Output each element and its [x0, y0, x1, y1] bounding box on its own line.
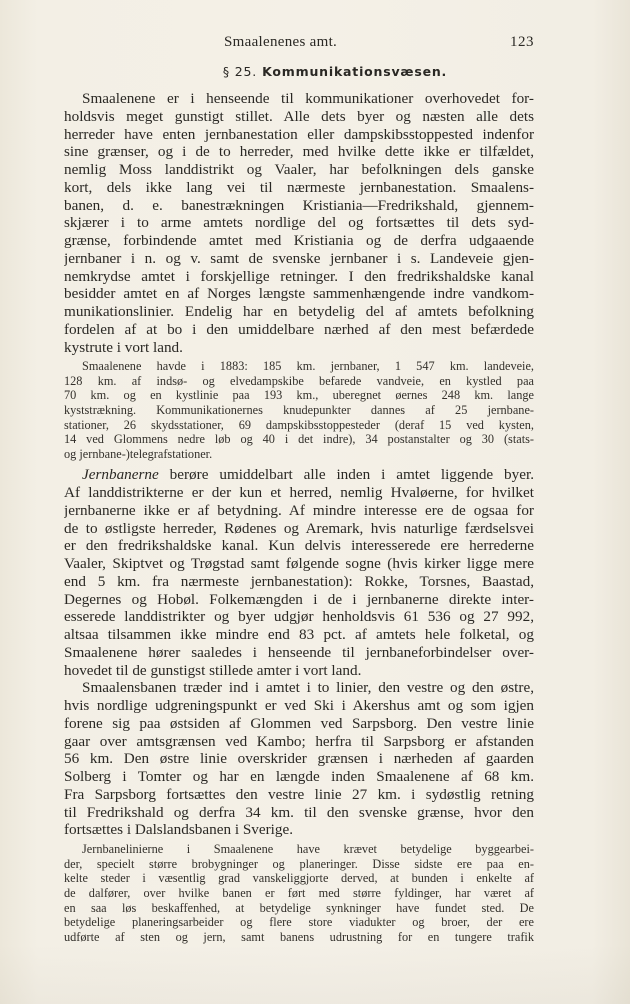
text-line: nemkrydse amtet i forskjellige retninger. I den fredrikshaldske kanal	[64, 267, 534, 285]
note-statistics-1883	[64, 359, 534, 461]
text-line: Fra Sarpsborg fortsættes den vestre linie 27 km. i sydøstlig retning	[64, 785, 534, 803]
text-line: sine grænser, og i de to herreder, med hvilke dette ikke er tilfældet,	[64, 143, 534, 161]
text-line: Af landdistrikterne er der kun et herred, nemlig Hvaløerne, for hvilket	[64, 484, 534, 502]
section-symbol: § 25.	[222, 64, 257, 79]
text-line: kystrute i vort land.	[64, 338, 183, 356]
paragraph-smaalensbanen	[64, 679, 534, 839]
text-line: skjærer i to arme amtets nordlige del og fortsættes til dets syd-	[64, 214, 534, 232]
note-construction	[64, 842, 534, 944]
text-line: holdsvis meget gunstigt stillet. Alle dets byer og næsten alle dets	[64, 107, 534, 125]
text-line: altsaa tilsammen ikke mindre end 83 pct. af amtets hele folketal, og	[64, 626, 534, 644]
text-line: Smaalenene hører saaledes i henseende til jernbaneforbindelser over-	[64, 643, 534, 661]
text-line: Smaalenene er i henseende til kommunikationer overhovedet for-	[82, 90, 534, 107]
note-line: 70 km. og en kystlinie paa 193 km., uberegnet øernes 248 km. lange	[64, 388, 534, 403]
running-head	[64, 34, 534, 54]
text-line: forene sig paa østsiden af Glommen ved Sarpsborg. Den vestre linie	[64, 714, 534, 732]
note-line: Jernbanelinierne i Smaalenene have krævet betydelige byggearbei-	[82, 842, 534, 857]
text-line: Vaaler, Skiptvet og Trøgstad samt følgende sogne (hvis kirker ligge mere	[64, 555, 534, 573]
text-line: jernbanerne ikke er af betydning. Af mindre interesse ere de ogsaa for	[64, 501, 534, 519]
text-line: herreder have enten jernbanestation eller dampskibsstoppested indenfor	[64, 125, 534, 143]
text-line: Smaalensbanen træder ind i amtet i to linier, den vestre og den østre,	[82, 679, 534, 697]
body-text	[64, 90, 534, 944]
note-line: kelte steder i væsentlig grad vanskeliggjorte derved, at bunden i enkelte af	[64, 871, 534, 886]
note-line: stationer, 26 skydsstationer, 69 dampskibsstoppesteder (deraf 15 ved kysten,	[64, 417, 534, 432]
running-title: Smaalenenes amt.	[224, 34, 338, 50]
text-line: de to østligste herreder, Rødenes og Aremark, hvis naturlige færdselsvei	[64, 519, 534, 537]
paragraph-lead-word: Jernbanerne	[82, 466, 159, 484]
page-edge-shading	[0, 944, 630, 1004]
section-title: Kommunikationsvæsen.	[262, 64, 448, 79]
text-line: banen, d. e. banestrækningen Kristiania—Fredrikshald, gjennem-	[64, 196, 534, 214]
text-line: nemlig Moss landdistrikt og Vaaler, har befolkningen dels ganske	[64, 161, 534, 178]
text-line: end 5 km. fra nærmeste jernbanestation): Rokke, Torsnes, Baastad,	[64, 572, 534, 590]
text-line: besidder amtet en af Norges længste sammenhængende indre vandkom-	[64, 285, 534, 303]
section-heading	[0, 64, 630, 79]
text-line: fordelen af at bo i den umiddelbare nærhed af den mest befærdede	[64, 320, 534, 338]
note-line: udførte af sten og jern, samt banens udrustning for en tungere trafik	[64, 929, 534, 944]
text-line: esserede landdistrikter og byer udgjør henholdsvis 61 536 og 27 992,	[64, 608, 534, 626]
note-line: og jernbane-)telegrafstationer.	[64, 446, 213, 461]
text-line: fortsættes i Dalslandsbanen i Sverige.	[64, 821, 294, 839]
text-line: jernbaner i n. og v. samt de svenske jernbaner i s. Landeveie gjen-	[64, 249, 534, 267]
paragraph-communications	[64, 90, 534, 356]
text-line: til Fredrikshald og derfra 34 km. til den svenske grænse, hvor den	[64, 803, 534, 821]
note-line: 14 ved Glommens nedre løb og 40 i det indre), 34 postanstalter og 30 (stats-	[64, 432, 534, 447]
text-line: gaar over amtsgrænsen ved Kambo; herfra til Sarpsborg er afstanden	[64, 732, 534, 750]
text-line: er den fredrikshaldske kanal. Kun delvis interesserede ere herrederne	[64, 537, 534, 555]
text-line: Degernes og Hobøl. Folkemængden i de i jernbanerne direkte inter-	[64, 590, 534, 608]
note-line: betydelige planeringsarbeider og flere store viadukter og broer, der ere	[64, 915, 534, 930]
paragraph-railways	[64, 466, 534, 679]
note-line: de dalfører, over hvilke banen er ført med større fyldinger, har været af	[64, 885, 534, 900]
text-line: Solberg i Tomter og har en længde inden Smaalenene af 68 km.	[64, 768, 534, 786]
text-line: hovedet til de gunstigst stillede amter i vort land.	[64, 661, 362, 679]
note-line: der, specielt større brobygninger og planeringer. Disse sidste ere paa en-	[64, 856, 534, 871]
text-line: hvis nordlige udgreningspunkt er ved Ski i Akershus amt og som igjen	[64, 697, 534, 715]
text-line: grænse, forbindende amtet med Kristiania og de derfra udgaaende	[64, 232, 534, 249]
text-line: 56 km. Den østre linie overskrider grænsen i nærheden af gaarden	[64, 750, 534, 768]
note-line: kyststrækning. Kommunikationernes knudepunkter dannes af 25 jernbane-	[64, 403, 534, 418]
note-line: 128 km. af indsø- og elvedampskibe befarede vandveie, en kystled paa	[64, 373, 534, 388]
text-line: munikationslinier. Endelig har en betydelig del af amtets befolkning	[64, 303, 534, 320]
note-line: en saa løs beskaffenhed, at betydelige synkninger have fundet sted. De	[64, 900, 534, 915]
note-line: Smaalenene havde i 1883: 185 km. jernbaner, 1 547 km. landeveie,	[82, 359, 534, 374]
text-line: kort, dels ikke lang vei til nærmeste jernbanestation. Smaalens-	[64, 178, 534, 196]
text-line: Jernbanerne berøre umiddelbart alle inden i amtet liggende byer.	[82, 466, 534, 484]
page-number: 123	[510, 34, 534, 50]
